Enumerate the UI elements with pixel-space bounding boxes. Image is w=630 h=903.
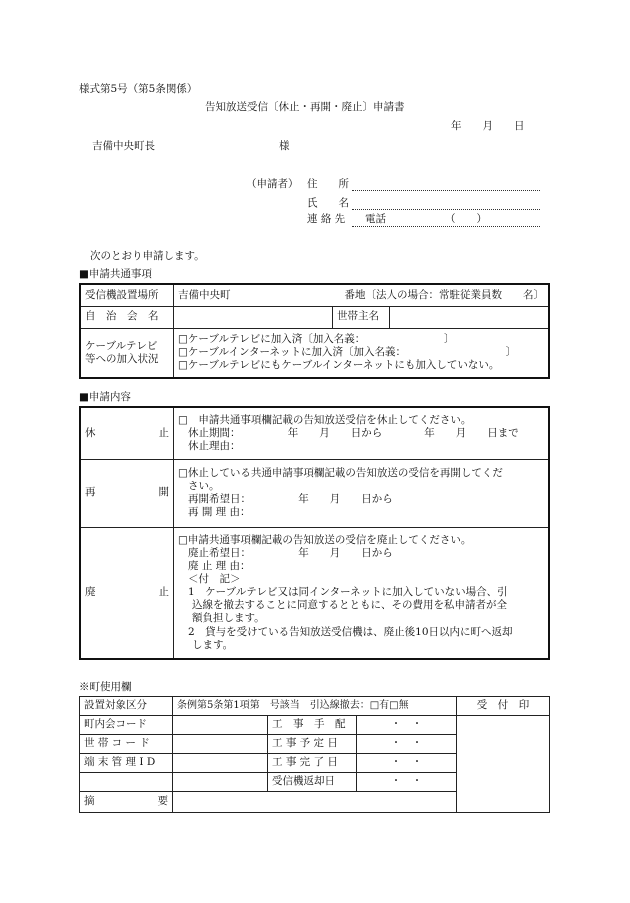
abolish-note-2: 2 貸与を受けている告知放送受信機は、廃止後10日以内に町へ返却 <box>188 625 513 638</box>
address-field[interactable] <box>352 190 540 191</box>
cable-label <box>80 328 174 378</box>
location-cell[interactable] <box>174 284 550 306</box>
abolish-checkbox-line[interactable]: □申請共通事項欄記載の告知放送の受信を廃止してください。 <box>178 533 472 546</box>
abolish-note-1-cont: 込線を撤去することに同意するとともに、その費用を私申請者が全 <box>192 599 507 612</box>
abolish-reason: 廃 止 理 由： <box>188 559 251 572</box>
office-row-sublabel: 工 事 予 定 日 <box>268 735 357 754</box>
office-row-field[interactable] <box>173 716 268 735</box>
office-row-field[interactable] <box>173 754 268 773</box>
office-row-sublabel: 工 事 完 了 日 <box>268 754 357 773</box>
cable-option-internet[interactable]: □ケーブルインターネットに加入済〔加入名義： 〕 <box>178 346 517 359</box>
office-row-sublabel: 工 事 手 配 <box>268 716 357 735</box>
suspend-content <box>174 407 550 459</box>
cable-options <box>174 328 550 378</box>
office-row-field[interactable] <box>173 773 268 792</box>
phone-paren: （ ） <box>445 213 487 225</box>
classification-label: 設置対象区分 <box>80 697 173 716</box>
household-label: 世帯主名 <box>333 306 390 328</box>
banchi-text: 番地〔法人の場合：常駐従業員数 名〕 <box>344 288 544 301</box>
office-row-label: 世 帯 コ ー ド <box>80 735 173 754</box>
resume-content <box>174 459 550 527</box>
abolish-note-1-end: 額負担します。 <box>192 612 265 625</box>
location-label: 受信機設置場所 <box>80 284 174 306</box>
office-table <box>79 696 550 813</box>
abolish-note-heading: ＜付 記＞ <box>188 573 241 586</box>
household-field[interactable] <box>390 306 550 328</box>
resume-label <box>80 459 174 527</box>
suspend-period: 休止期間： 年 月 日から 年 月 日まで <box>188 426 519 439</box>
phone-label: 電話 <box>365 213 386 225</box>
abolish-note-2-end: します。 <box>192 638 234 651</box>
office-row-value[interactable]: ・ ・ <box>357 716 457 735</box>
abolish-label-b: 止 <box>158 586 169 599</box>
suspend-reason: 休止理由： <box>188 439 241 452</box>
form-title: 告知放送受信〔休止・再開・廃止〕申請書 <box>205 101 405 113</box>
office-row-label <box>80 773 173 792</box>
resume-label-a: 再 <box>85 486 96 499</box>
office-row-value[interactable]: ・ ・ <box>357 773 457 792</box>
abolish-date: 廃止希望日： 年 月 日から <box>188 546 393 559</box>
office-row-label: 町内会コード <box>80 716 173 735</box>
receipt-label: 受 付 印 <box>457 697 550 716</box>
common-table <box>79 283 550 379</box>
association-label: 自 治 会 名 <box>80 306 174 328</box>
cable-label-line1: ケーブルテレビ <box>85 339 158 352</box>
office-row-value[interactable]: ・ ・ <box>357 735 457 754</box>
abolish-label-a: 廃 <box>85 586 96 599</box>
date-line: 年 月 日 <box>451 120 525 132</box>
office-row-field[interactable] <box>173 735 268 754</box>
resume-continued: さい。 <box>188 479 220 492</box>
resume-reason: 再 開 理 由： <box>188 506 251 519</box>
addressee: 吉備中央町長 <box>92 140 155 152</box>
cable-option-none[interactable]: □ケーブルテレビにもケーブルインターネットにも加入していない。 <box>178 359 500 372</box>
suspend-label-b: 止 <box>158 426 169 439</box>
name-field[interactable] <box>352 209 540 210</box>
cable-label-line2: 等への加入状況 <box>85 352 159 365</box>
resume-checkbox-line[interactable]: □休止している共通申請事項欄記載の告知放送の受信を再開してくだ <box>178 466 503 479</box>
summary-label <box>80 792 173 813</box>
office-section-heading: ※町使用欄 <box>79 681 132 693</box>
office-row-value[interactable]: ・ ・ <box>357 754 457 773</box>
address-label: 住 所 <box>307 178 349 190</box>
applicant-label: （申請者） <box>246 178 299 190</box>
suspend-label-a: 休 <box>85 426 96 439</box>
abolish-label <box>80 527 174 659</box>
location-value: 吉備中央町 <box>178 288 231 301</box>
receipt-stamp-area <box>457 716 550 813</box>
resume-date: 再開希望日： 年 月 日から <box>188 493 393 505</box>
summary-label-a: 摘 <box>84 795 95 808</box>
abolish-note-1: 1 ケーブルテレビ又は同インターネットに加入していない場合、引 <box>188 586 508 599</box>
association-field[interactable] <box>174 306 333 328</box>
suspend-checkbox-line[interactable]: □ 申請共通事項欄記載の告知放送受信を休止してください。 <box>178 413 472 426</box>
intro-text: 次のとおり申請します。 <box>90 250 205 262</box>
request-table <box>79 406 550 660</box>
resume-label-b: 開 <box>158 486 169 499</box>
name-label: 氏 名 <box>307 197 349 209</box>
common-section-heading: ■申請共通事項 <box>79 268 152 280</box>
cable-option-tv[interactable]: □ケーブルテレビに加入済〔加入名義： 〕 <box>178 333 455 346</box>
summary-label-b: 要 <box>157 795 168 808</box>
form-number: 様式第5号（第5条関係） <box>79 83 198 95</box>
contact-label: 連 絡 先 <box>307 213 346 225</box>
office-row-sublabel: 受信機返却日 <box>268 773 357 792</box>
abolish-content <box>174 527 550 659</box>
office-row-label: 端 末 管 理 I D <box>80 754 173 773</box>
summary-field[interactable] <box>173 792 457 813</box>
suspend-label <box>80 407 174 459</box>
honorific: 様 <box>279 140 290 152</box>
phone-field[interactable] <box>352 226 540 227</box>
classification-value: 条例第5条第1項第 号該当 引込線撤去：□有□無 <box>173 697 457 716</box>
request-section-heading: ■申請内容 <box>79 391 131 403</box>
